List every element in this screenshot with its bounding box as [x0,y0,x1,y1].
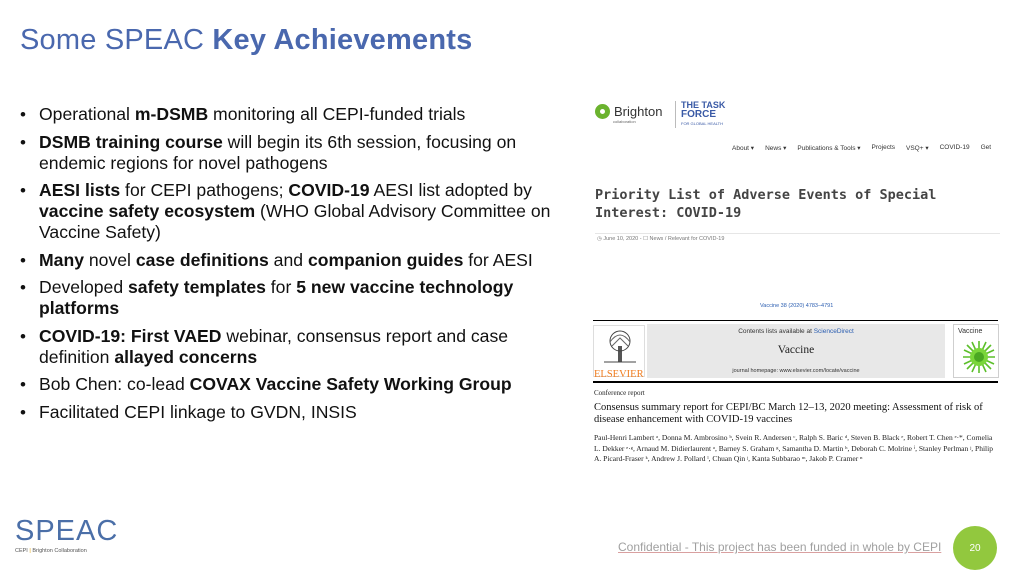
journal-cover [953,324,999,378]
bullet-bold-text: m-DSMB [134,104,209,124]
bullet-bold-text: COVID-19: First VAED [39,325,222,346]
bullet-text: novel [83,249,136,270]
bullet-bold-text: companion guides [307,249,464,270]
task-force-logo [675,101,725,128]
bullet-item [20,250,555,271]
nav-item[interactable]: News ▾ [765,145,787,152]
bullet-text: Bob Chen: co-lead [39,374,190,394]
journal-homepage: journal homepage: www.elsevier.com/locate/vaccine [732,368,860,374]
confidential-footer: Confidential - This project has been funded in whole by CEPI [618,540,942,554]
slide-title [20,24,472,57]
bullet-item [20,132,555,174]
cover-title: Vaccine [958,328,983,335]
bullet-text: monitoring all CEPI-funded trials [208,104,466,124]
bullet-text: for CEPI pathogens; [120,180,289,200]
contents-prefix: Contents lists available at [738,328,814,335]
nav-item[interactable]: Get [980,144,992,151]
journal-reference[interactable]: Vaccine 38 (2020) 4783–4791 [760,303,834,309]
bullet-bold-text: vaccine safety ecosystem [39,201,256,221]
bullet-bold-text: 5 new vaccine technology platforms [39,277,514,318]
journal-name: Vaccine [777,344,815,356]
bullet-text: Facilitated CEPI linkage to GVDN, INSIS [39,401,357,422]
divider [593,320,998,321]
bullet-text: AESI list adopted by [369,180,532,200]
nav-item[interactable]: Projects [871,144,895,151]
task-force-line1: THE TASK [681,100,726,110]
virus-icon [961,339,997,375]
bullet-text: (WHO Global Advisory Committee on Vaccine Safety) [39,201,551,242]
bullet-bold-text: COVAX Vaccine Safety Working Group [189,374,512,394]
paper-title: Consensus summary report for CEPI/BC March 12–13, 2020 meeting: Assessment of risk of disease enhancement with COVID-19 vaccines [594,402,983,425]
bullet-text: for AESI [463,249,533,270]
nav-item[interactable]: About ▾ [732,145,755,152]
bullet-item [20,180,555,243]
bullet-bold-text: COVID-19 [288,180,370,200]
speac-sub-separator: | [29,548,31,554]
bullet-bold-text: safety templates [128,277,266,297]
slide-title-bold: Key Achievements [212,24,473,56]
speac-logo [15,516,118,554]
sciencedirect-link[interactable]: ScienceDirect [813,328,854,335]
bullet-item [20,104,555,125]
bullet-bold-text: allayed concerns [114,346,258,367]
task-force-line3: FOR GLOBAL HEALTH [681,121,724,126]
speac-wordmark: SPEAC [15,515,119,547]
nav-item[interactable]: Publications & Tools ▾ [797,145,861,152]
post-title[interactable]: Priority List of Adverse Events of Special Interest: COVID-19 [595,187,937,221]
bullet-bold-text: case definitions [135,249,269,270]
divider [595,233,1000,234]
bullet-item [20,277,555,319]
bullet-text: Operational [39,104,135,124]
article-section: Conference report [594,389,645,397]
speac-sub-left: CEPI [15,548,28,554]
bullet-text: for [265,277,297,297]
elsevier-wordmark: ELSEVIER [594,369,644,380]
brighton-subtitle: collaboration [613,119,636,124]
bullet-bold-text: Many [39,249,84,270]
author-list: Paul-Henri Lambert ᵃ, Donna M. Ambrosino ᵇ, Svein R. Andersen ᶜ, Ralph S. Baric ᵈ, Steven B. Black ᵉ, Robert T. Chen ᵉ·*, Cornelia L. Dekker ᵉ·ᵍ, Arnaud M. Didierlaurent ᵃ, Barney S. Graham ᵍ, Samantha D. Martin ʰ, Deborah C. Molrine ⁱ, Stanley Perlman ʲ, Philip A. Picard-Fraser ᵏ, Andrew J. Pollard ˡ, Chuan Qin ʲ, Kanta Subbarao ᵐ, Jakob P. Cramer ⁿ [594,433,993,463]
journal-header-box [647,324,945,378]
elsevier-tree-icon [600,330,640,364]
brighton-logo [595,104,662,119]
website-nav [732,144,991,152]
bullet-item [20,326,555,368]
page-number-badge: 20 [953,526,997,570]
bullet-item [20,374,555,395]
bullet-bold-text: DSMB training course [39,131,223,152]
speac-subtitle [15,548,118,554]
website-header [585,95,1010,242]
bullet-text: and [268,249,308,270]
nav-item[interactable]: VSQ+ ▾ [906,145,929,152]
divider [593,381,998,383]
achievements-list [20,104,555,429]
speac-sub-right: Brighton Collaboration [32,548,87,554]
bullet-item [20,402,555,423]
article-screenshot [585,95,1010,480]
bullet-text: Developed [39,277,129,297]
contents-available [647,328,945,335]
task-force-line2: FORCE [681,109,716,120]
slide-title-plain: Some SPEAC [20,24,213,56]
bullet-text: will begin its 6th session, focusing on endemic regions for novel pathogens [39,131,517,173]
bullet-bold-text: AESI lists [39,180,121,200]
brighton-name: Brighton [614,104,663,119]
post-meta: ◷ June 10, 2020 - ☐ News / Relevant for COVID-19 [597,236,725,242]
brighton-mark-icon [595,104,610,119]
bullet-text: webinar, consensus report and case definition [39,325,509,367]
nav-item[interactable]: COVID-19 [939,144,970,151]
